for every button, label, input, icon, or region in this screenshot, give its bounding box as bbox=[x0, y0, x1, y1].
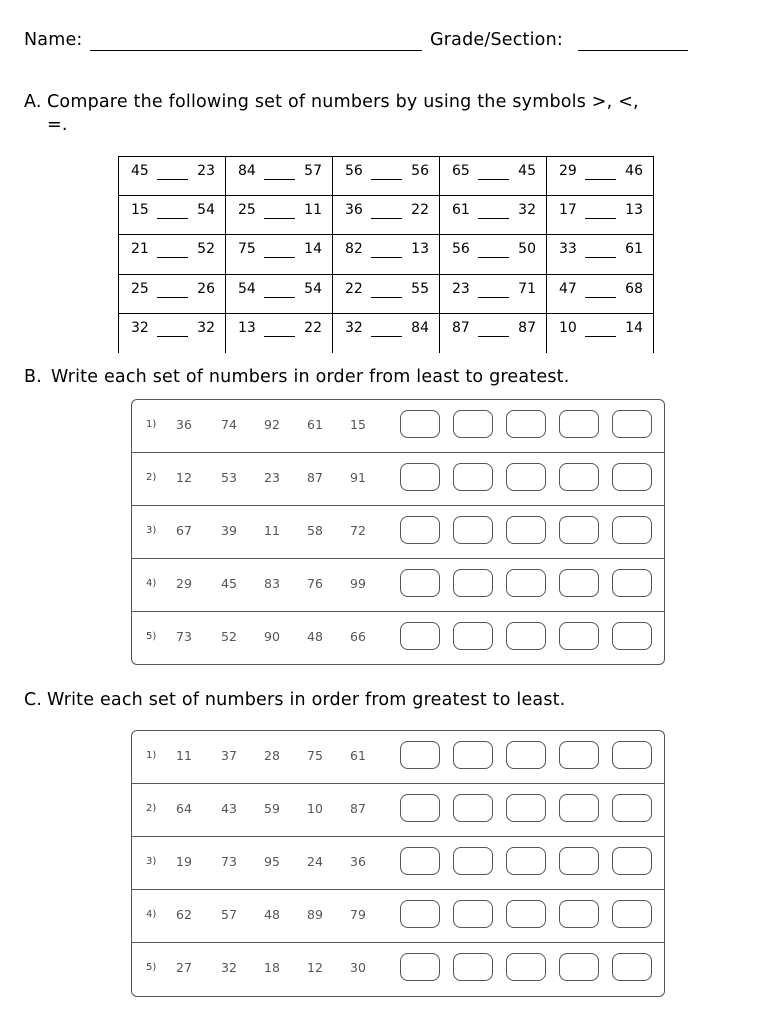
compare-answer-blank[interactable] bbox=[157, 297, 188, 298]
compare-right-number: 22 bbox=[304, 319, 322, 336]
compare-left-number: 32 bbox=[131, 319, 149, 336]
set-number: 89 bbox=[307, 907, 323, 922]
set-number: 87 bbox=[350, 801, 366, 816]
compare-right-number: 46 bbox=[625, 163, 643, 179]
compare-cell bbox=[547, 313, 654, 353]
compare-cell bbox=[333, 313, 440, 353]
set-number: 39 bbox=[221, 523, 237, 538]
answer-box[interactable] bbox=[400, 463, 440, 491]
name-field[interactable] bbox=[90, 50, 422, 51]
set-number: 52 bbox=[221, 629, 237, 644]
compare-cell bbox=[440, 196, 547, 235]
compare-right-number: 56 bbox=[411, 163, 429, 179]
compare-left-number: 25 bbox=[238, 202, 256, 219]
compare-right-number: 14 bbox=[304, 241, 322, 258]
compare-answer-blank[interactable] bbox=[264, 336, 295, 337]
section-c-instruction bbox=[24, 689, 744, 713]
answer-box[interactable] bbox=[506, 847, 546, 875]
compare-cell bbox=[226, 313, 333, 353]
set-number: 87 bbox=[307, 470, 323, 485]
set-number: 58 bbox=[307, 523, 323, 538]
compare-left-number: 25 bbox=[131, 280, 149, 297]
order-row bbox=[132, 506, 664, 559]
compare-left-number: 21 bbox=[131, 241, 149, 258]
row-index: 2) bbox=[146, 472, 157, 483]
set-number: 73 bbox=[176, 629, 192, 644]
compare-answer-blank[interactable] bbox=[478, 179, 509, 180]
compare-right-number: 61 bbox=[625, 241, 643, 258]
set-number: 72 bbox=[350, 523, 366, 538]
set-number: 18 bbox=[264, 960, 280, 975]
answer-box[interactable] bbox=[612, 410, 652, 438]
set-number: 23 bbox=[264, 470, 280, 485]
compare-cell bbox=[333, 274, 440, 313]
compare-left-number: 33 bbox=[559, 241, 577, 258]
order-row bbox=[132, 731, 664, 784]
compare-answer-blank[interactable] bbox=[264, 218, 295, 219]
compare-right-number: 32 bbox=[197, 319, 215, 336]
compare-answer-blank[interactable] bbox=[371, 179, 402, 180]
set-number: 36 bbox=[176, 417, 192, 432]
compare-answer-blank[interactable] bbox=[585, 336, 616, 337]
answer-box[interactable] bbox=[559, 847, 599, 875]
set-number: 15 bbox=[350, 417, 366, 432]
section-a-instruction-line2: =. bbox=[47, 115, 68, 135]
set-number: 59 bbox=[264, 801, 280, 816]
set-number: 73 bbox=[221, 854, 237, 869]
order-row bbox=[132, 612, 664, 665]
compare-answer-blank[interactable] bbox=[264, 257, 295, 258]
compare-left-number: 22 bbox=[345, 280, 363, 297]
answer-box[interactable] bbox=[559, 622, 599, 650]
set-number: 61 bbox=[350, 748, 366, 763]
set-number: 32 bbox=[221, 960, 237, 975]
row-index: 3) bbox=[146, 525, 157, 536]
compare-answer-blank[interactable] bbox=[478, 257, 509, 258]
compare-right-number: 68 bbox=[625, 280, 643, 297]
compare-answer-blank[interactable] bbox=[371, 297, 402, 298]
set-number: 67 bbox=[176, 523, 192, 538]
greatest-to-least-box bbox=[131, 730, 665, 997]
answer-box[interactable] bbox=[559, 516, 599, 544]
set-number: 83 bbox=[264, 576, 280, 591]
set-number: 12 bbox=[307, 960, 323, 975]
compare-left-number: 45 bbox=[131, 163, 149, 179]
compare-cell bbox=[119, 313, 226, 353]
compare-left-number: 75 bbox=[238, 241, 256, 258]
answer-box[interactable] bbox=[453, 900, 493, 928]
answer-box[interactable] bbox=[559, 463, 599, 491]
answer-box[interactable] bbox=[612, 794, 652, 822]
compare-cell bbox=[440, 274, 547, 313]
name-label: Name: bbox=[24, 30, 83, 50]
compare-answer-blank[interactable] bbox=[478, 218, 509, 219]
compare-cell bbox=[119, 196, 226, 235]
compare-right-number: 54 bbox=[197, 202, 215, 219]
compare-right-number: 13 bbox=[411, 241, 429, 258]
compare-right-number: 55 bbox=[411, 280, 429, 297]
compare-table bbox=[118, 156, 654, 353]
answer-box[interactable] bbox=[559, 741, 599, 769]
answer-box[interactable] bbox=[400, 953, 440, 981]
answer-box[interactable] bbox=[559, 900, 599, 928]
answer-box[interactable] bbox=[400, 569, 440, 597]
set-number: 95 bbox=[264, 854, 280, 869]
compare-right-number: 22 bbox=[411, 202, 429, 219]
set-number: 36 bbox=[350, 854, 366, 869]
row-index: 5) bbox=[146, 962, 157, 973]
compare-answer-blank[interactable] bbox=[157, 179, 188, 180]
order-row bbox=[132, 890, 664, 943]
compare-answer-blank[interactable] bbox=[585, 218, 616, 219]
compare-cell bbox=[547, 274, 654, 313]
set-number: 53 bbox=[221, 470, 237, 485]
section-a-instruction-line1: Compare the following set of numbers by using the symbols >, <, bbox=[47, 92, 639, 112]
row-index: 3) bbox=[146, 856, 157, 867]
compare-cell bbox=[119, 274, 226, 313]
answer-box[interactable] bbox=[453, 794, 493, 822]
set-number: 11 bbox=[176, 748, 192, 763]
section-b-letter: B. bbox=[24, 367, 42, 387]
compare-left-number: 56 bbox=[452, 241, 470, 258]
compare-cell bbox=[119, 157, 226, 196]
answer-box[interactable] bbox=[453, 569, 493, 597]
compare-row bbox=[119, 196, 654, 235]
set-number: 24 bbox=[307, 854, 323, 869]
answer-box[interactable] bbox=[612, 622, 652, 650]
compare-cell bbox=[333, 196, 440, 235]
compare-right-number: 26 bbox=[197, 280, 215, 297]
set-number: 64 bbox=[176, 801, 192, 816]
answer-box[interactable] bbox=[453, 463, 493, 491]
answer-box[interactable] bbox=[400, 622, 440, 650]
compare-answer-blank[interactable] bbox=[585, 179, 616, 180]
section-b-instruction-text: Write each set of numbers in order from least to greatest. bbox=[51, 367, 570, 387]
set-number: 27 bbox=[176, 960, 192, 975]
compare-right-number: 54 bbox=[304, 280, 322, 297]
answer-box[interactable] bbox=[612, 900, 652, 928]
row-index: 5) bbox=[146, 631, 157, 642]
set-number: 30 bbox=[350, 960, 366, 975]
compare-row bbox=[119, 274, 654, 313]
compare-row bbox=[119, 313, 654, 353]
set-number: 57 bbox=[221, 907, 237, 922]
set-number: 92 bbox=[264, 417, 280, 432]
compare-left-number: 54 bbox=[238, 280, 256, 297]
answer-box[interactable] bbox=[453, 516, 493, 544]
section-c-instruction-text: Write each set of numbers in order from greatest to least. bbox=[47, 690, 566, 710]
set-number: 19 bbox=[176, 854, 192, 869]
answer-box[interactable] bbox=[612, 516, 652, 544]
compare-left-number: 87 bbox=[452, 319, 470, 336]
answer-box[interactable] bbox=[400, 847, 440, 875]
set-number: 76 bbox=[307, 576, 323, 591]
compare-right-number: 23 bbox=[197, 163, 215, 179]
compare-answer-blank[interactable] bbox=[371, 257, 402, 258]
compare-cell bbox=[226, 274, 333, 313]
compare-cell bbox=[226, 157, 333, 196]
answer-box[interactable] bbox=[506, 741, 546, 769]
set-number: 62 bbox=[176, 907, 192, 922]
compare-cell bbox=[547, 196, 654, 235]
row-index: 1) bbox=[146, 419, 157, 430]
answer-box[interactable] bbox=[612, 741, 652, 769]
compare-left-number: 61 bbox=[452, 202, 470, 219]
compare-right-number: 11 bbox=[304, 202, 322, 219]
answer-box[interactable] bbox=[612, 463, 652, 491]
set-number: 91 bbox=[350, 470, 366, 485]
order-row bbox=[132, 943, 664, 996]
set-number: 11 bbox=[264, 523, 280, 538]
compare-left-number: 32 bbox=[345, 319, 363, 336]
compare-cell bbox=[226, 235, 333, 274]
grade-section-label: Grade/Section: bbox=[430, 30, 563, 50]
answer-box[interactable] bbox=[453, 847, 493, 875]
answer-box[interactable] bbox=[453, 741, 493, 769]
answer-box[interactable] bbox=[506, 569, 546, 597]
compare-left-number: 10 bbox=[559, 319, 577, 336]
compare-row bbox=[119, 235, 654, 274]
compare-answer-blank[interactable] bbox=[585, 297, 616, 298]
row-index: 1) bbox=[146, 750, 157, 761]
compare-answer-blank[interactable] bbox=[157, 336, 188, 337]
answer-box[interactable] bbox=[453, 953, 493, 981]
row-index: 4) bbox=[146, 909, 157, 920]
answer-box[interactable] bbox=[506, 622, 546, 650]
row-index: 2) bbox=[146, 803, 157, 814]
compare-right-number: 52 bbox=[197, 241, 215, 258]
set-number: 45 bbox=[221, 576, 237, 591]
compare-answer-blank[interactable] bbox=[157, 257, 188, 258]
answer-box[interactable] bbox=[506, 516, 546, 544]
set-number: 61 bbox=[307, 417, 323, 432]
compare-left-number: 56 bbox=[345, 163, 363, 179]
least-to-greatest-box bbox=[131, 399, 665, 665]
set-number: 90 bbox=[264, 629, 280, 644]
set-number: 43 bbox=[221, 801, 237, 816]
compare-answer-blank[interactable] bbox=[264, 297, 295, 298]
answer-box[interactable] bbox=[506, 463, 546, 491]
compare-answer-blank[interactable] bbox=[478, 336, 509, 337]
answer-box[interactable] bbox=[612, 847, 652, 875]
compare-row bbox=[119, 157, 654, 196]
set-number: 37 bbox=[221, 748, 237, 763]
answer-box[interactable] bbox=[559, 794, 599, 822]
set-number: 74 bbox=[221, 417, 237, 432]
answer-box[interactable] bbox=[400, 900, 440, 928]
compare-cell bbox=[547, 157, 654, 196]
set-number: 28 bbox=[264, 748, 280, 763]
compare-answer-blank[interactable] bbox=[585, 257, 616, 258]
compare-right-number: 32 bbox=[518, 202, 536, 219]
compare-left-number: 29 bbox=[559, 163, 577, 179]
set-number: 29 bbox=[176, 576, 192, 591]
compare-right-number: 14 bbox=[625, 319, 643, 336]
order-row bbox=[132, 837, 664, 890]
compare-cell bbox=[226, 196, 333, 235]
set-number: 99 bbox=[350, 576, 366, 591]
answer-box[interactable] bbox=[453, 622, 493, 650]
compare-left-number: 36 bbox=[345, 202, 363, 219]
compare-answer-blank[interactable] bbox=[371, 336, 402, 337]
set-number: 66 bbox=[350, 629, 366, 644]
order-row bbox=[132, 559, 664, 612]
order-row bbox=[132, 784, 664, 837]
compare-right-number: 45 bbox=[518, 163, 536, 179]
answer-box[interactable] bbox=[559, 569, 599, 597]
answer-box[interactable] bbox=[506, 953, 546, 981]
compare-left-number: 84 bbox=[238, 163, 256, 179]
answer-box[interactable] bbox=[453, 410, 493, 438]
compare-cell bbox=[440, 157, 547, 196]
set-number: 12 bbox=[176, 470, 192, 485]
compare-cell bbox=[440, 235, 547, 274]
answer-box[interactable] bbox=[400, 516, 440, 544]
compare-right-number: 50 bbox=[518, 241, 536, 258]
compare-right-number: 57 bbox=[304, 163, 322, 179]
section-a-letter: A. bbox=[24, 92, 42, 112]
compare-left-number: 17 bbox=[559, 202, 577, 219]
section-b-instruction bbox=[24, 366, 744, 390]
answer-box[interactable] bbox=[506, 900, 546, 928]
order-row bbox=[132, 453, 664, 506]
compare-left-number: 13 bbox=[238, 319, 256, 336]
answer-box[interactable] bbox=[559, 953, 599, 981]
section-c-letter: C. bbox=[24, 690, 43, 710]
compare-answer-blank[interactable] bbox=[371, 218, 402, 219]
set-number: 75 bbox=[307, 748, 323, 763]
compare-left-number: 65 bbox=[452, 163, 470, 179]
answer-box[interactable] bbox=[612, 569, 652, 597]
answer-box[interactable] bbox=[612, 953, 652, 981]
compare-right-number: 71 bbox=[518, 280, 536, 297]
compare-cell bbox=[440, 313, 547, 353]
compare-right-number: 87 bbox=[518, 319, 536, 336]
answer-box[interactable] bbox=[559, 410, 599, 438]
compare-left-number: 15 bbox=[131, 202, 149, 219]
compare-left-number: 23 bbox=[452, 280, 470, 297]
compare-left-number: 47 bbox=[559, 280, 577, 297]
compare-cell bbox=[333, 157, 440, 196]
set-number: 10 bbox=[307, 801, 323, 816]
answer-box[interactable] bbox=[506, 794, 546, 822]
answer-box[interactable] bbox=[400, 794, 440, 822]
row-index: 4) bbox=[146, 578, 157, 589]
set-number: 79 bbox=[350, 907, 366, 922]
compare-cell bbox=[547, 235, 654, 274]
set-number: 48 bbox=[264, 907, 280, 922]
compare-cell bbox=[119, 235, 226, 274]
answer-box[interactable] bbox=[400, 741, 440, 769]
compare-answer-blank[interactable] bbox=[478, 297, 509, 298]
compare-answer-blank[interactable] bbox=[157, 218, 188, 219]
worksheet-header bbox=[24, 28, 724, 58]
compare-right-number: 13 bbox=[625, 202, 643, 219]
compare-left-number: 82 bbox=[345, 241, 363, 258]
answer-box[interactable] bbox=[506, 410, 546, 438]
compare-cell bbox=[333, 235, 440, 274]
compare-right-number: 84 bbox=[411, 319, 429, 336]
answer-box[interactable] bbox=[400, 410, 440, 438]
order-row bbox=[132, 400, 664, 453]
grade-section-field[interactable] bbox=[578, 50, 688, 51]
compare-answer-blank[interactable] bbox=[264, 179, 295, 180]
section-a-instruction bbox=[24, 91, 744, 139]
set-number: 48 bbox=[307, 629, 323, 644]
